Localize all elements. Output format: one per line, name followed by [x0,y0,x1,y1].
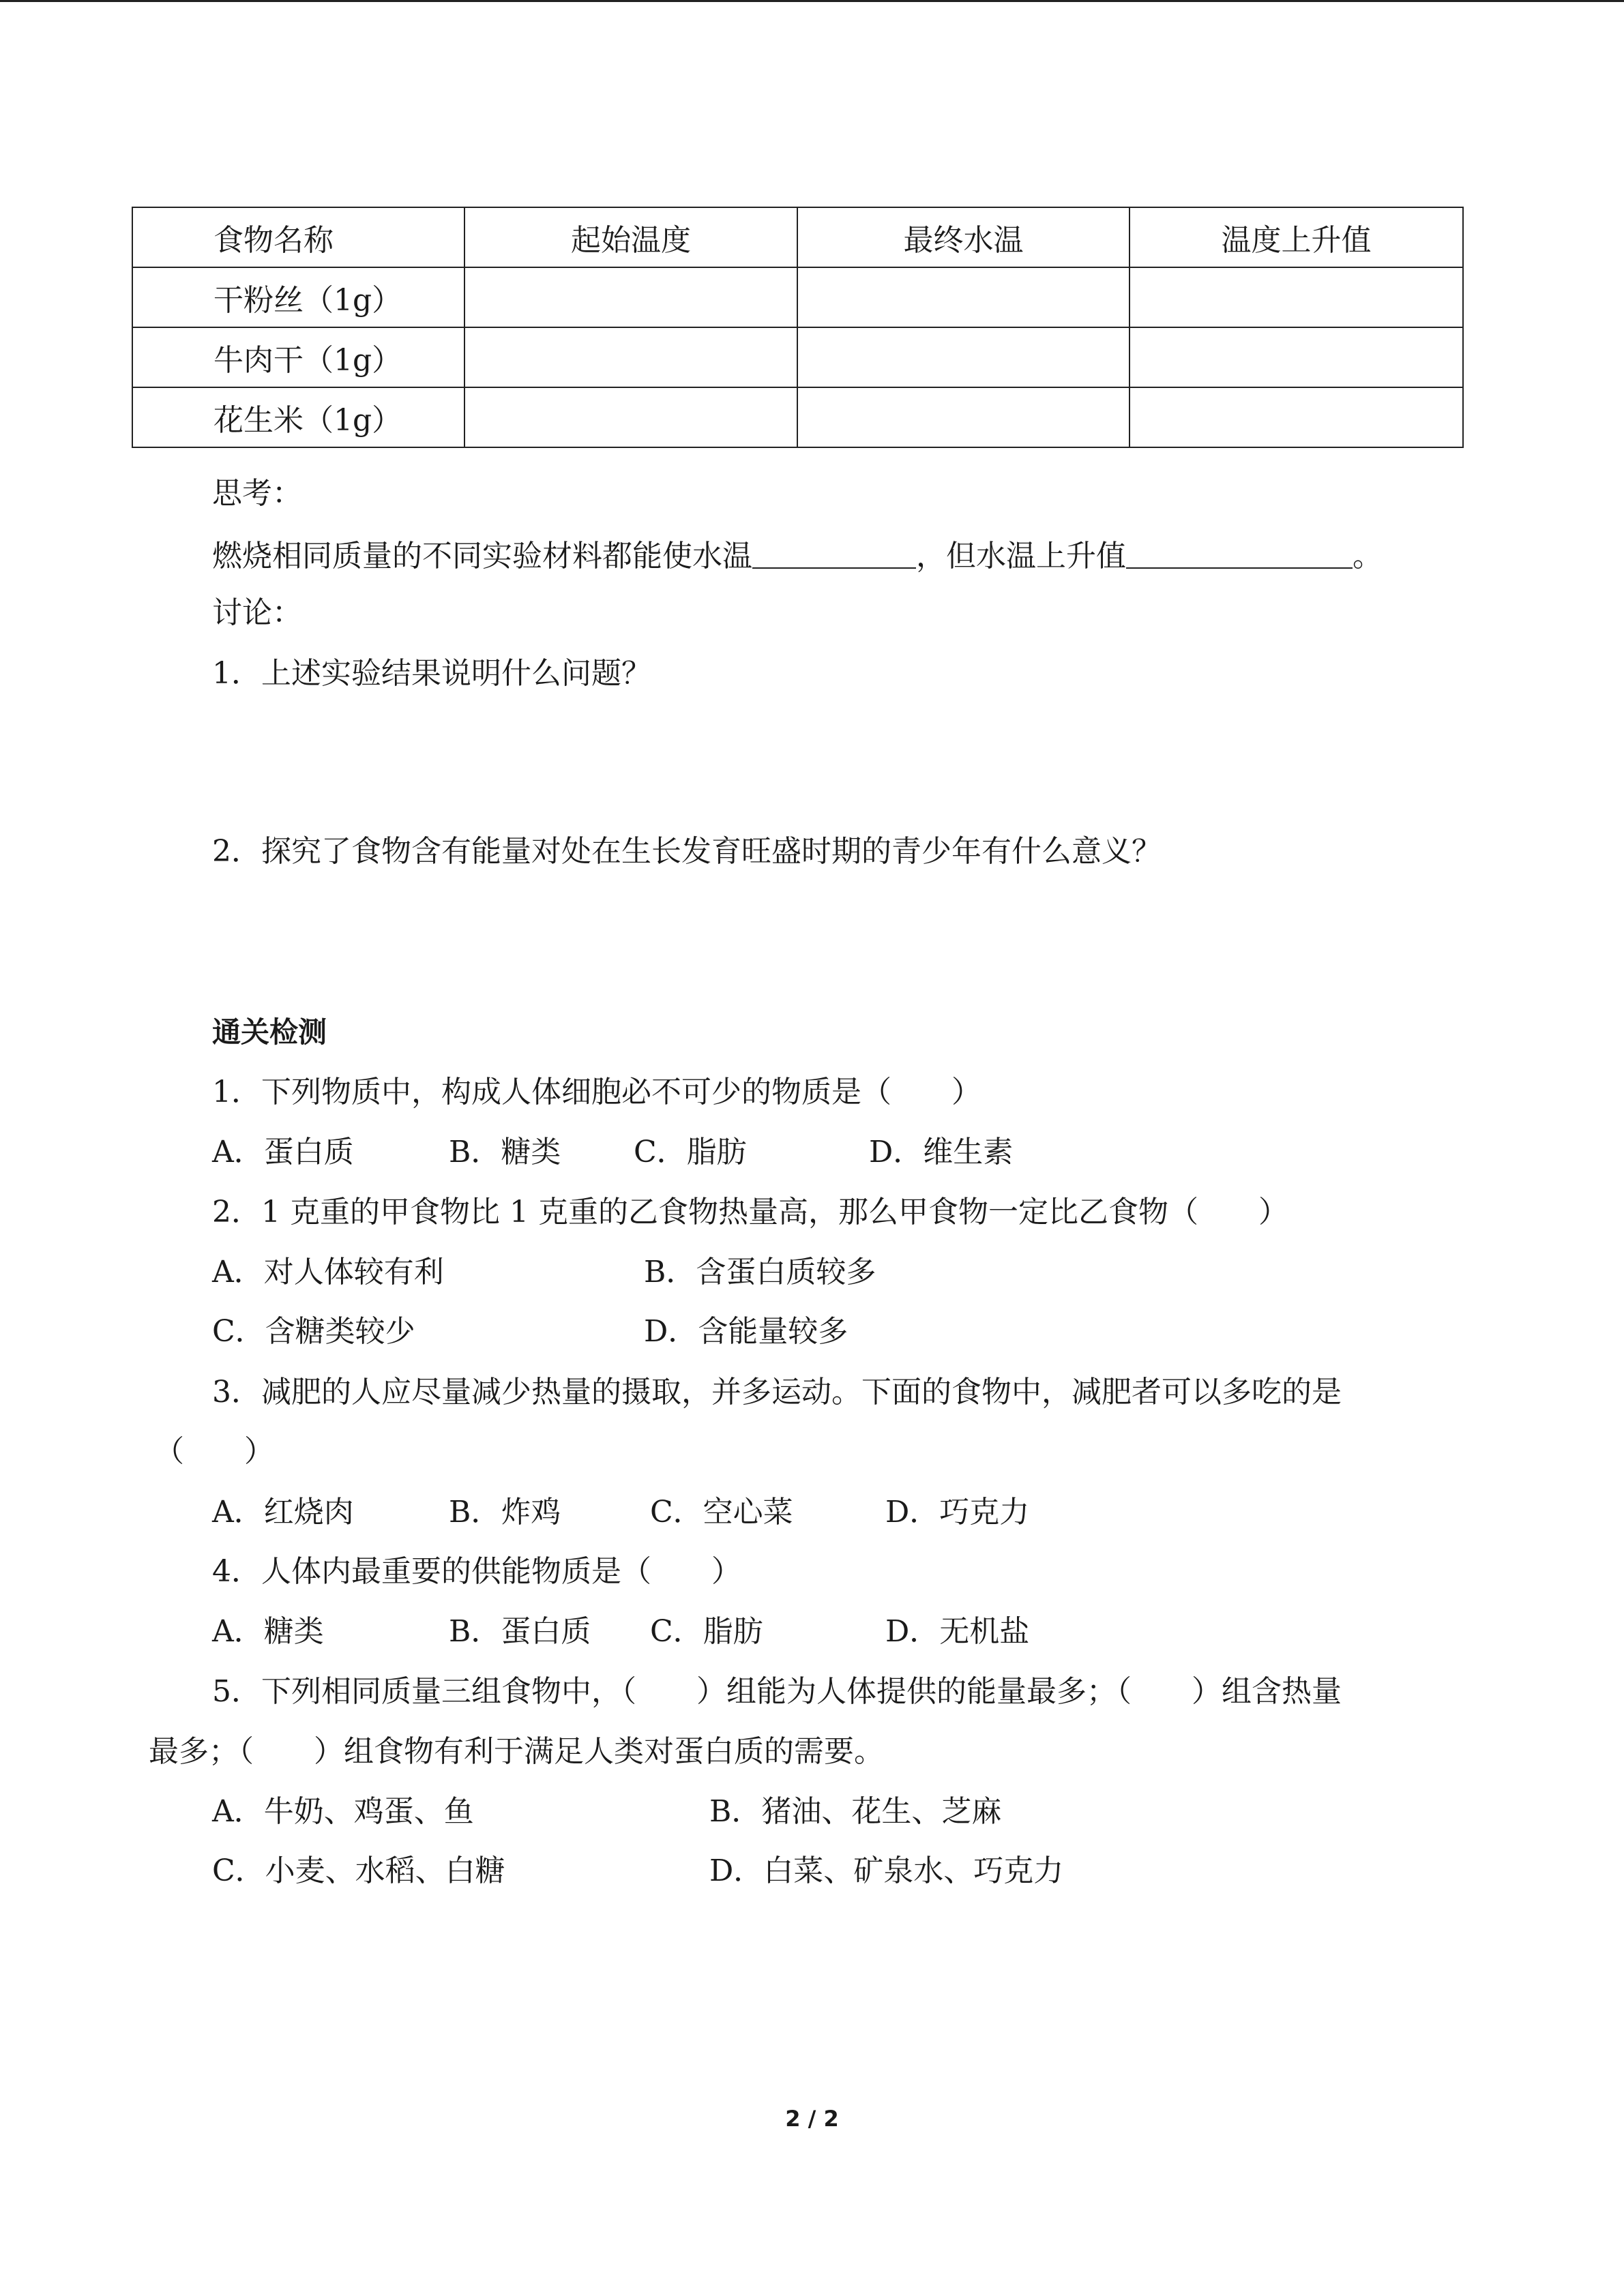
quiz-q2-option-d: D．含能量较多 [644,1314,848,1349]
quiz-q1-option-b: B．糖类 [449,1135,561,1169]
table-cell-food: 花生米（1g） [132,387,464,447]
quiz-question-5-line1: 5．下列相同质量三组食物中，（ ）组能为人体提供的能量最多；（ ）组含热量 [212,1674,1342,1709]
quiz-q1-option-d: D．维生素 [869,1135,1014,1169]
fill-blank-2[interactable] [1126,540,1353,569]
think-sentence-part-a: 燃烧相同质量的不同实验材料都能使水温 [212,539,752,573]
table-row [132,327,1463,387]
think-sentence [212,540,1383,571]
quiz-q3-option-c: C．空心菜 [650,1495,793,1530]
table-cell [1130,267,1463,327]
fill-blank-1[interactable] [752,540,916,569]
quiz-q1-option-a: A．蛋白质 [212,1135,354,1169]
table-header-cell: 起始温度 [464,207,797,267]
table-header-cell: 最终水温 [797,207,1130,267]
table-cell [1130,327,1463,387]
quiz-q4-option-d: D．无机盐 [885,1614,1030,1649]
quiz-question-2: 2．1 克重的甲食物比 1 克重的乙食物热量高，那么甲食物一定比乙食物（ ） [212,1195,1288,1229]
discuss-label: 讨论： [212,595,302,630]
quiz-question-1: 1．下列物质中，构成人体细胞必不可少的物质是（ ） [212,1075,981,1109]
quiz-q5-option-c: C．小麦、水稻、白糖 [212,1853,505,1888]
quiz-question-5-line2: 最多；（ ）组食物有利于满足人类对蛋白质的需要。 [149,1734,884,1769]
table-cell [1130,387,1463,447]
quiz-q4-option-b: B．蛋白质 [449,1614,591,1649]
quiz-question-3-line1: 3．减肥的人应尽量减少热量的摄取，并多运动。下面的食物中，减肥者可以多吃的是 [212,1375,1342,1410]
quiz-q5-option-b: B．猪油、花生、芝麻 [709,1794,1002,1829]
table-cell [464,327,797,387]
quiz-question-3-line2: （ ） [154,1434,274,1469]
quiz-q5-option-a: A．牛奶、鸡蛋、鱼 [212,1794,474,1829]
table-cell [797,387,1130,447]
quiz-q5-option-d: D．白菜、矿泉水、巧克力 [709,1853,1064,1888]
discuss-question-2: 2．探究了食物含有能量对处在生长发育旺盛时期的青少年有什么意义？ [212,834,1162,869]
quiz-q2-option-b: B．含蛋白质较多 [644,1255,876,1289]
table-header-row [132,207,1463,267]
quiz-q1-option-c: C．脂肪 [634,1135,747,1169]
table-header-cell: 温度上升值 [1130,207,1463,267]
table-header-cell: 食物名称 [132,207,464,267]
discuss-question-1: 1．上述实验结果说明什么问题？ [212,656,651,691]
think-sentence-end: 。 [1353,539,1383,573]
table-cell [797,267,1130,327]
table-row [132,267,1463,327]
think-sentence-part-b: ，但水温上升值 [916,539,1126,573]
quiz-q2-option-c: C．含糖类较少 [212,1314,415,1349]
table-row [132,387,1463,447]
quiz-q4-option-a: A．糖类 [212,1614,324,1649]
table-cell-food: 干粉丝（1g） [132,267,464,327]
quiz-q3-option-b: B．炸鸡 [449,1495,561,1530]
quiz-q2-option-a: A．对人体较有利 [212,1255,444,1289]
quiz-q4-option-c: C．脂肪 [650,1614,763,1649]
page-top-border [0,0,1624,2]
table-cell [464,387,797,447]
quiz-q3-option-a: A．红烧肉 [212,1495,354,1530]
experiment-table [132,207,1464,448]
table-cell [464,267,797,327]
quiz-question-4: 4．人体内最重要的供能物质是（ ） [212,1554,741,1589]
think-label: 思考： [212,476,302,511]
quiz-q3-option-d: D．巧克力 [885,1495,1030,1530]
table-cell-food: 牛肉干（1g） [132,327,464,387]
page-number: 2 / 2 [785,2106,839,2132]
quiz-section-title: 通关检测 [212,1015,327,1049]
table-cell [797,327,1130,387]
